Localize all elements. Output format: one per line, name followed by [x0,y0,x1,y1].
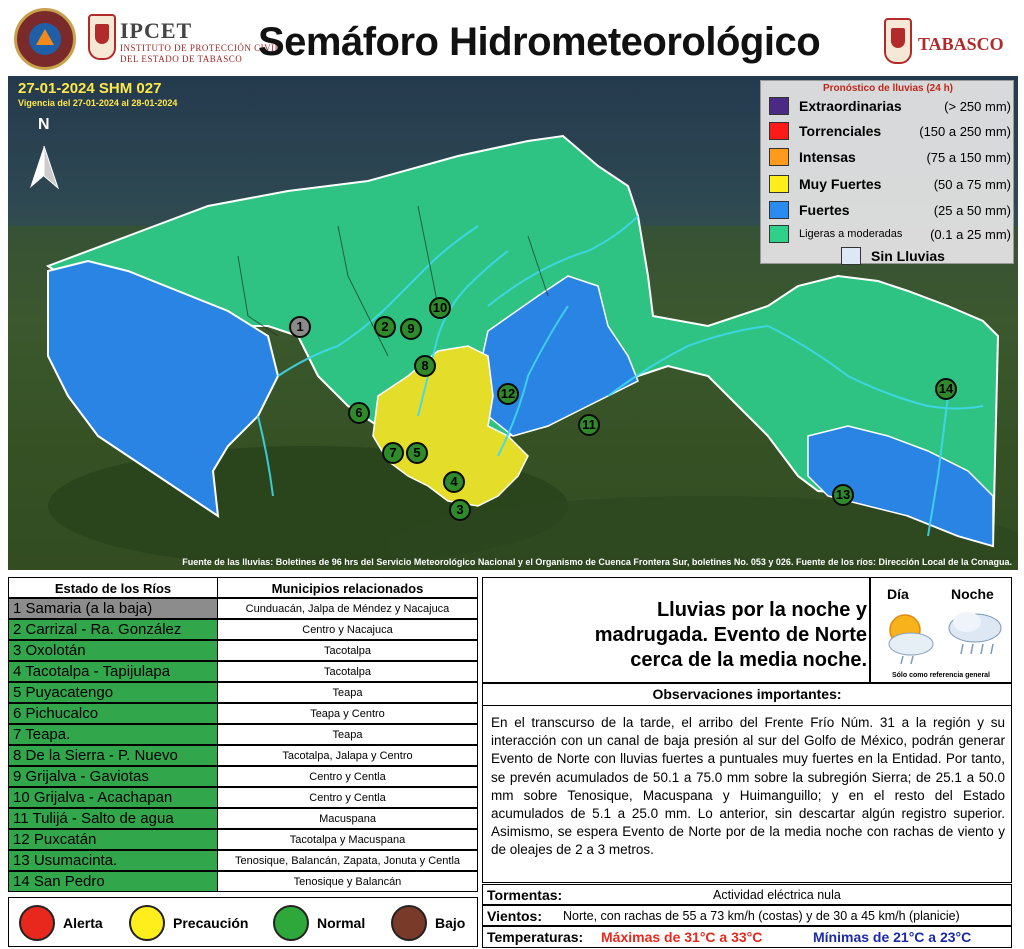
table-header-municipalities: Municipios relacionados [218,577,478,598]
temps-row [482,926,1012,948]
legend-item: Extraordinarias (> 250 mm) [769,95,1013,117]
page-title: Semáforo Hidrometeorológico [258,20,821,64]
legend-swatch [769,122,789,140]
river-marker: 14 [935,378,957,400]
validity-period: Vigencia del 27-01-2024 al 28-01-2024 [18,98,178,108]
table-header-state: Estado de los Ríos [8,577,218,598]
sun-cloud-rain-icon [889,615,933,664]
river-marker: 8 [414,355,436,377]
river-marker: 7 [382,442,404,464]
table-row: 12 Puxcatán Tacotalpa y Macuspana [8,829,478,850]
table-row: 11 Tulijá - Salto de agua Macuspana [8,808,478,829]
legend-swatch [841,247,861,265]
rain-legend [760,80,1014,264]
legend-item: Fuertes (25 a 50 mm) [769,199,1013,221]
bulletin-id: 27-01-2024 SHM 027 [18,80,162,97]
temps-min: Mínimas de 21°C a 23°C [813,929,972,945]
legend-item: Sin Lluvias [841,245,1001,267]
table-row: 9 Grijalva - Gaviotas Centro y Centla [8,766,478,787]
map-source-note: Fuente de las lluvias: Boletines de 96 hrs del Servicio Meteorológico Nacional y el Organismo de Cuenca Frontera Sur, boletines No. 053 y 026. Fuente de los ríos: Dirección Local de la Conagua. [182,557,1012,567]
river-marker: 6 [348,402,370,424]
status-dot-icon [129,905,165,941]
temps-label: Temperaturas: [487,929,584,945]
legend-swatch [769,97,789,115]
river-marker: 12 [497,383,519,405]
table-row: 13 Usumacinta. Tenosique, Balancán, Zapata, Jonuta y Centla [8,850,478,871]
legend-swatch [769,201,789,219]
day-night-panel [870,577,1012,683]
north-label: N [38,116,50,133]
legend-swatch [769,175,789,193]
river-marker: 5 [406,442,428,464]
observations-title: Observaciones importantes: [483,684,1011,706]
winds-label: Vientos: [487,908,542,924]
state-name: TABASCO [918,34,1004,54]
winds-row [482,905,1012,926]
status-dot-icon [273,905,309,941]
table-row: 10 Grijalva - Acachapan Centro y Centla [8,787,478,808]
temps-max: Máximas de 31°C a 33°C [601,929,763,945]
table-row: 5 Puyacatengo Teapa [8,682,478,703]
river-marker: 13 [832,484,854,506]
forecast-text: Lluvias por la noche y madrugada. Evento de Norte cerca de la media noche. [594,599,867,671]
storms-label: Tormentas: [487,887,563,903]
day-label: Día [887,586,909,602]
river-marker: 2 [374,316,396,338]
forecast-map [8,76,1018,570]
tabasco-crest-logo [884,18,912,64]
legend-swatch [769,148,789,166]
status-dot-icon [19,905,55,941]
river-marker: 11 [578,414,600,436]
legend-item: Muy Fuertes (50 a 75 mm) [769,173,1013,195]
observations-text: En el transcurso de la tarde, el arribo del Frente Frío Núm. 31 a la región y su interacción con un canal de baja presión al sur del Golfo de México, podrán generar Evento de Norte con lluvias fuertes a puntuales muy fuertes en la Entidad. Por tanto, se prevén acumulados de 50.1 a 75.0 mm sobre la subregión Sierra; de 25.1 a 50.0 mm sobre Tenosique, Macuspana y Huimanguillo; y en el resto del Estado acumulados de 5.1 a 25.0 mm. Lo anterior, sin descartar algún registro superior. Asimismo, se espera Evento de Norte por de la media noche con rachas de viento y de oleajes de 2 a 3 metros. [491,715,1005,858]
river-marker: 4 [443,471,465,493]
table-row: 6 Pichucalco Teapa y Centro [8,703,478,724]
table-row: 1 Samaria (a la baja) Cunduacán, Jalpa de Méndez y Nacajuca [8,598,478,619]
north-arrow-icon [30,146,58,188]
table-row: 2 Carrizal - Ra. González Centro y Nacajuca [8,619,478,640]
legend-swatch [769,225,789,243]
table-row: 3 Oxolotán Tacotalpa [8,640,478,661]
legend-item: Intensas (75 a 150 mm) [769,146,1013,168]
winds-value: Norte, con rachas de 55 a 73 km/h (costas) y de 30 a 45 km/h (planicie) [563,909,960,923]
storms-value: Actividad eléctrica nula [713,888,841,902]
legend-item: Torrenciales (150 a 250 mm) [769,120,1013,142]
table-row: 8 De la Sierra - P. Nuevo Tacotalpa, Jalapa y Centro [8,745,478,766]
observations-panel [482,683,1012,883]
river-marker: 9 [400,318,422,340]
forecast-summary [482,577,870,683]
river-marker: 3 [449,499,471,521]
table-row: 4 Tacotalpa - Tapijulapa Tacotalpa [8,661,478,682]
civil-protection-seal-logo [14,8,76,70]
cloud-rain-icon [949,612,1001,654]
ipcet-crest-logo [88,14,116,60]
river-marker: 10 [429,297,451,319]
storms-row [482,884,1012,905]
table-row: 14 San Pedro Tenosique y Balancán [8,871,478,892]
header [0,0,1024,76]
table-row: 7 Teapa. Teapa [8,724,478,745]
river-status-legend: Alerta Precaución Normal Bajo [8,897,478,947]
night-label: Noche [951,586,994,602]
reference-note: Sólo como referencia general [891,672,991,679]
status-dot-icon [391,905,427,941]
legend-item: Ligeras a moderadas (0.1 a 25 mm) [769,223,1013,245]
org-name: IPCET [120,18,193,43]
org-subtitle: INSTITUTO DE PROTECCIÓN CIVIL DEL ESTADO DE TABASCO [120,43,281,64]
legend-title: Pronóstico de lluvias (24 h) [822,83,954,94]
river-marker: 1 [289,316,311,338]
